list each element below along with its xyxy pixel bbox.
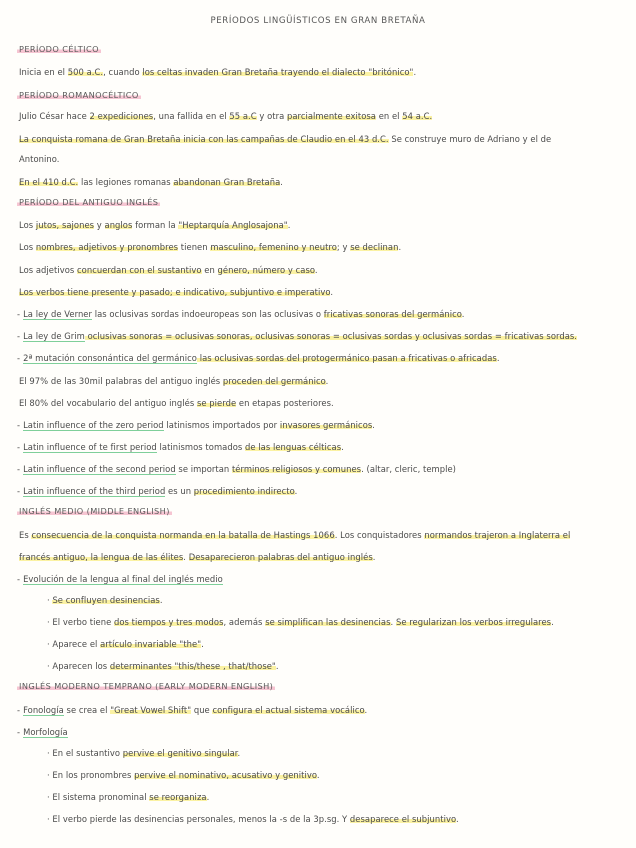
antiguo-line-6: - La ley de Grim oclusivas sonoras = oclusivas sonoras, oclusivas sonoras = oclusivas sordas y oclusivas sordas = fricativas sordas. xyxy=(17,331,578,341)
medio-bullet-3: · Aparece el artículo invariable "the". xyxy=(47,639,204,649)
moderno-bullet-1: · En el sustantivo pervive el genitivo singular. xyxy=(47,748,241,758)
heading-celtico: PERÍODO CÉLTICO xyxy=(19,44,99,54)
medio-line-3: - Evolución de la lengua al final del inglés medio xyxy=(17,574,223,584)
moderno-line-2: - Morfología xyxy=(17,727,68,737)
heading-ingles-medio: INGLÉS MEDIO (MIDDLE ENGLISH) xyxy=(19,506,170,516)
heading-romanocéltico: PERÍODO ROMANOCÉLTICO xyxy=(19,90,139,100)
antiguo-line-12: - Latin influence of the second period se importan términos religiosos y comunes. (altar, cleric, temple) xyxy=(17,464,457,474)
antiguo-line-2: Los nombres, adjetivos y pronombres tienen masculino, femenino y neutro; y se declinan. xyxy=(19,242,402,252)
antiguo-line-9: El 80% del vocabulario del antiguo inglés se pierde en etapas posteriores. xyxy=(19,398,334,408)
celtico-line-1: Inicia en el 500 a.C., cuando los celtas invaden Gran Bretaña trayendo el dialecto "britónico". xyxy=(19,67,417,77)
antiguo-line-5: - La ley de Verner las oclusivas sordas indoeuropeas son las oclusivas o fricativas sonoras del germánico. xyxy=(17,309,465,319)
antiguo-line-11: - Latin influence of te first period latinismos tomados de las lenguas célticas. xyxy=(17,442,344,452)
antiguo-line-8: El 97% de las 30mil palabras del antiguo inglés proceden del germánico. xyxy=(19,376,329,386)
page-title: PERÍODOS LINGÜÍSTICOS EN GRAN BRETAÑA xyxy=(210,16,426,26)
antiguo-line-3: Los adjetivos concuerdan con el sustantivo en género, número y caso. xyxy=(19,265,318,275)
romano-line-4: En el 410 d.C. las legiones romanas abandonan Gran Bretaña. xyxy=(19,177,283,187)
moderno-bullet-4: · El verbo pierde las desinencias personales, menos la -s de la 3p.sg. Y desaparece el subjuntivo. xyxy=(47,814,459,824)
moderno-bullet-3: · El sistema pronominal se reorganiza. xyxy=(47,792,210,802)
moderno-bullet-2: · En los pronombres pervive el nominativo, acusativo y genitivo. xyxy=(47,770,320,780)
medio-bullet-4: · Aparecen los determinantes "this/these , that/those". xyxy=(47,661,279,671)
medio-bullet-2: · El verbo tiene dos tiempos y tres modos, además se simplifican las desinencias. Se regularizan los verbos irregulares. xyxy=(47,617,554,627)
romano-line-1: Julio César hace 2 expediciones, una fallida en el 55 a.C y otra parcialmente exitosa en el 54 a.C. xyxy=(19,111,433,121)
heading-antiguo-ingles: PERÍODO DEL ANTIGUO INGLÉS xyxy=(19,197,159,207)
romano-line-2: La conquista romana de Gran Bretaña inicia con las campañas de Claudio en el 43 d.C. Se construye muro de Adriano y el de xyxy=(19,134,552,144)
romano-line-3: Antonino. xyxy=(19,154,60,164)
antiguo-line-13: - Latin influence of the third period es un procedimiento indirecto. xyxy=(17,486,298,496)
medio-line-2: francés antiguo, la lengua de las élites. Desaparecieron palabras del antiguo inglés. xyxy=(19,552,376,562)
medio-line-1: Es consecuencia de la conquista normanda en la batalla de Hastings 1066. Los conquistadores normandos trajeron a Inglaterra el xyxy=(19,530,571,540)
heading-ingles-moderno: INGLÉS MODERNO TEMPRANO (EARLY MODERN ENGLISH) xyxy=(19,681,274,691)
antiguo-line-4: Los verbos tiene presente y pasado; e indicativo, subjuntivo e imperativo. xyxy=(19,287,334,297)
moderno-line-1: - Fonología se crea el "Great Vowel Shift" que configura el actual sistema vocálico. xyxy=(17,705,368,715)
medio-bullet-1: · Se confluyen desinencias. xyxy=(47,595,163,605)
antiguo-line-10: - Latin influence of the zero period latinismos importados por invasores germánicos. xyxy=(17,420,376,430)
antiguo-line-7: - 2ª mutación consonántica del germánico las oclusivas sordas del protogermánico pasan a fricativas o africadas. xyxy=(17,353,500,363)
antiguo-line-1: Los jutos, sajones y anglos forman la "Heptarquía Anglosajona". xyxy=(19,220,291,230)
